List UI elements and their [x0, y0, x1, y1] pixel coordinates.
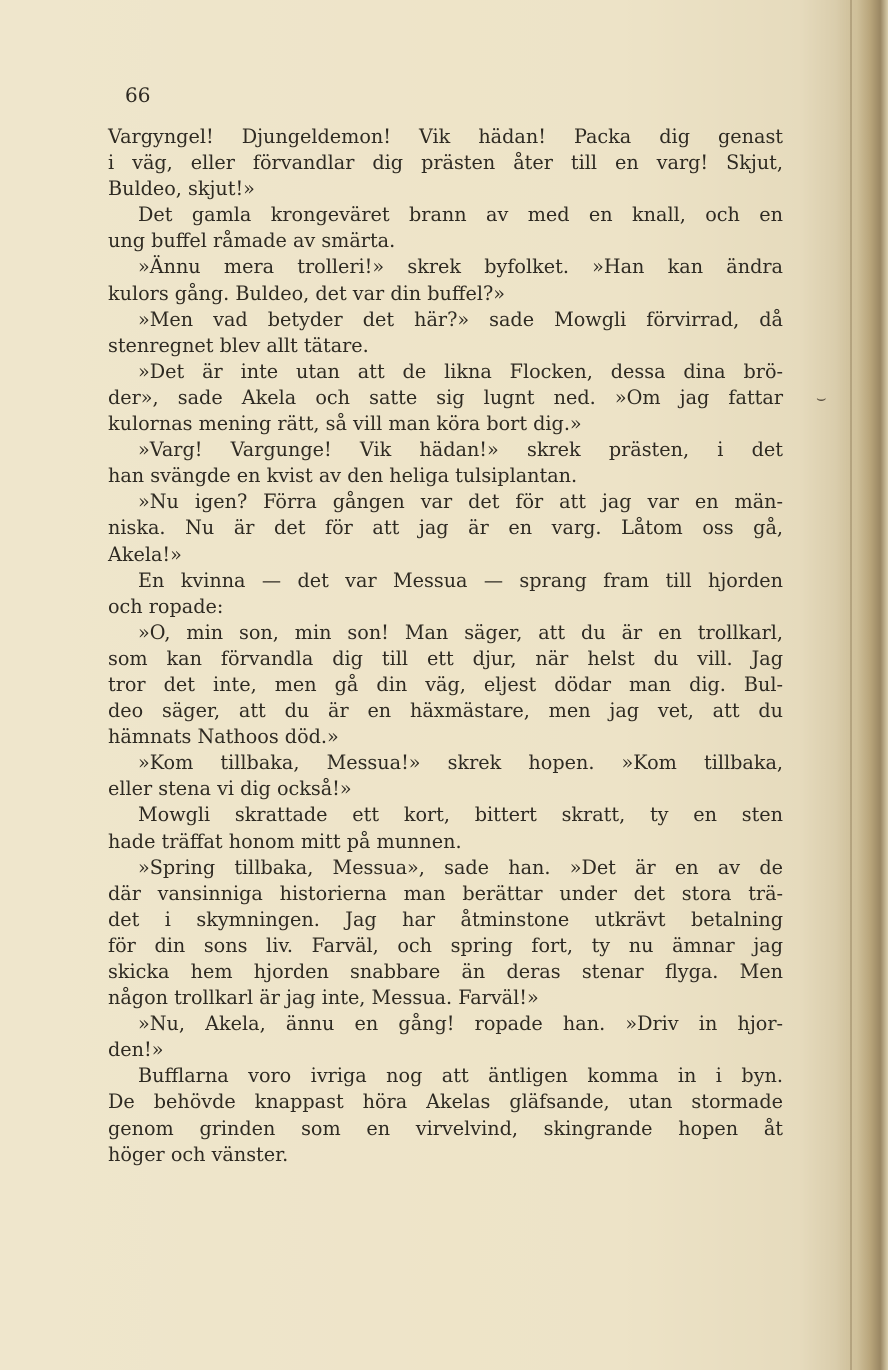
text-line: där vansinniga historierna man berättar under det stora trä- — [108, 881, 783, 905]
text-line: der», sade Akela och satte sig lugnt ned. »Om jag fattar — [108, 385, 783, 409]
text-line: En kvinna — det var Messua — sprang fram till hjorden — [138, 568, 783, 592]
text-line: »Kom tillbaka, Messua!» skrek hopen. »Kom tillbaka, — [138, 751, 783, 775]
text-line: Buldeo, skjut!» — [108, 177, 255, 201]
text-line: »Spring tillbaka, Messua», sade han. »Det är en av de — [138, 855, 783, 879]
text-line: genom grinden som en virvelvind, skingrande hopen åt — [108, 1116, 783, 1140]
text-line: Det gamla krongeväret brann av med en knall, och en — [138, 203, 783, 227]
text-line: »Nu, Akela, ännu en gång! ropade han. »Driv in hjor- — [138, 1012, 783, 1036]
text-line: höger och vänster. — [108, 1142, 289, 1166]
text-line: han svängde en kvist av den heliga tulsiplantan. — [108, 464, 578, 488]
text-line: stenregnet blev allt tätare. — [108, 333, 369, 357]
page-number: 66 — [125, 83, 151, 107]
text-line: »Nu igen? Förra gången var det för att jag var en män- — [138, 490, 783, 514]
body-text — [108, 124, 783, 1168]
text-line: någon trollkarl är jag inte, Messua. Farväl!» — [108, 986, 539, 1010]
page-edge-shadow — [836, 0, 888, 1370]
text-line: den!» — [108, 1038, 164, 1062]
text-line: niska. Nu är det för att jag är en varg. Låtom oss gå, — [108, 516, 783, 540]
text-line: Akela!» — [108, 542, 182, 566]
margin-mark: ⌣ — [816, 388, 827, 407]
text-line: Vargyngel! Djungeldemon! Vik hädan! Packa dig genast — [108, 125, 783, 148]
page-edge-line — [850, 0, 852, 1370]
text-line: eller stena vi dig också!» — [108, 777, 352, 801]
text-line: skicka hem hjorden snabbare än deras stenar flyga. Men — [108, 960, 783, 983]
text-line: som kan förvandla dig till ett djur, när helst du vill. Jag — [108, 646, 783, 670]
text-line: och ropade: — [108, 594, 224, 618]
text-line: kulornas mening rätt, så vill man köra bort dig.» — [108, 412, 582, 436]
text-line: ung buffel råmade av smärta. — [108, 229, 396, 253]
text-line: tror det inte, men gå din väg, eljest dödar man dig. Bul- — [108, 672, 783, 696]
text-line: Bufflarna voro ivriga nog att äntligen komma in i byn. — [138, 1064, 783, 1088]
text-line: i väg, eller förvandlar dig prästen åter till en varg! Skjut, — [108, 151, 783, 175]
text-line: »Ännu mera trolleri!» skrek byfolket. »Han kan ändra — [138, 255, 783, 279]
text-line: De behövde knappast höra Akelas gläfsande, utan stormade — [108, 1090, 783, 1114]
text-line: »Men vad betyder det här?» sade Mowgli förvirrad, då — [138, 307, 783, 331]
text-line: »Det är inte utan att de likna Flocken, dessa dina brö- — [138, 359, 783, 383]
text-line: hämnats Nathoos död.» — [108, 725, 339, 749]
text-line: »O, min son, min son! Man säger, att du är en trollkarl, — [138, 620, 783, 644]
text-line: »Varg! Vargunge! Vik hädan!» skrek prästen, i det — [138, 438, 783, 462]
text-line: det i skymningen. Jag har åtminstone utkrävt betalning — [108, 907, 783, 931]
text-line: Mowgli skrattade ett kort, bittert skratt, ty en sten — [138, 803, 783, 827]
text-line: för din sons liv. Farväl, och spring fort, ty nu ämnar jag — [108, 933, 783, 957]
text-line: deo säger, att du är en häxmästare, men jag vet, att du — [108, 699, 783, 723]
text-line: kulors gång. Buldeo, det var din buffel?» — [108, 281, 505, 305]
text-line: hade träffat honom mitt på munnen. — [108, 829, 462, 853]
